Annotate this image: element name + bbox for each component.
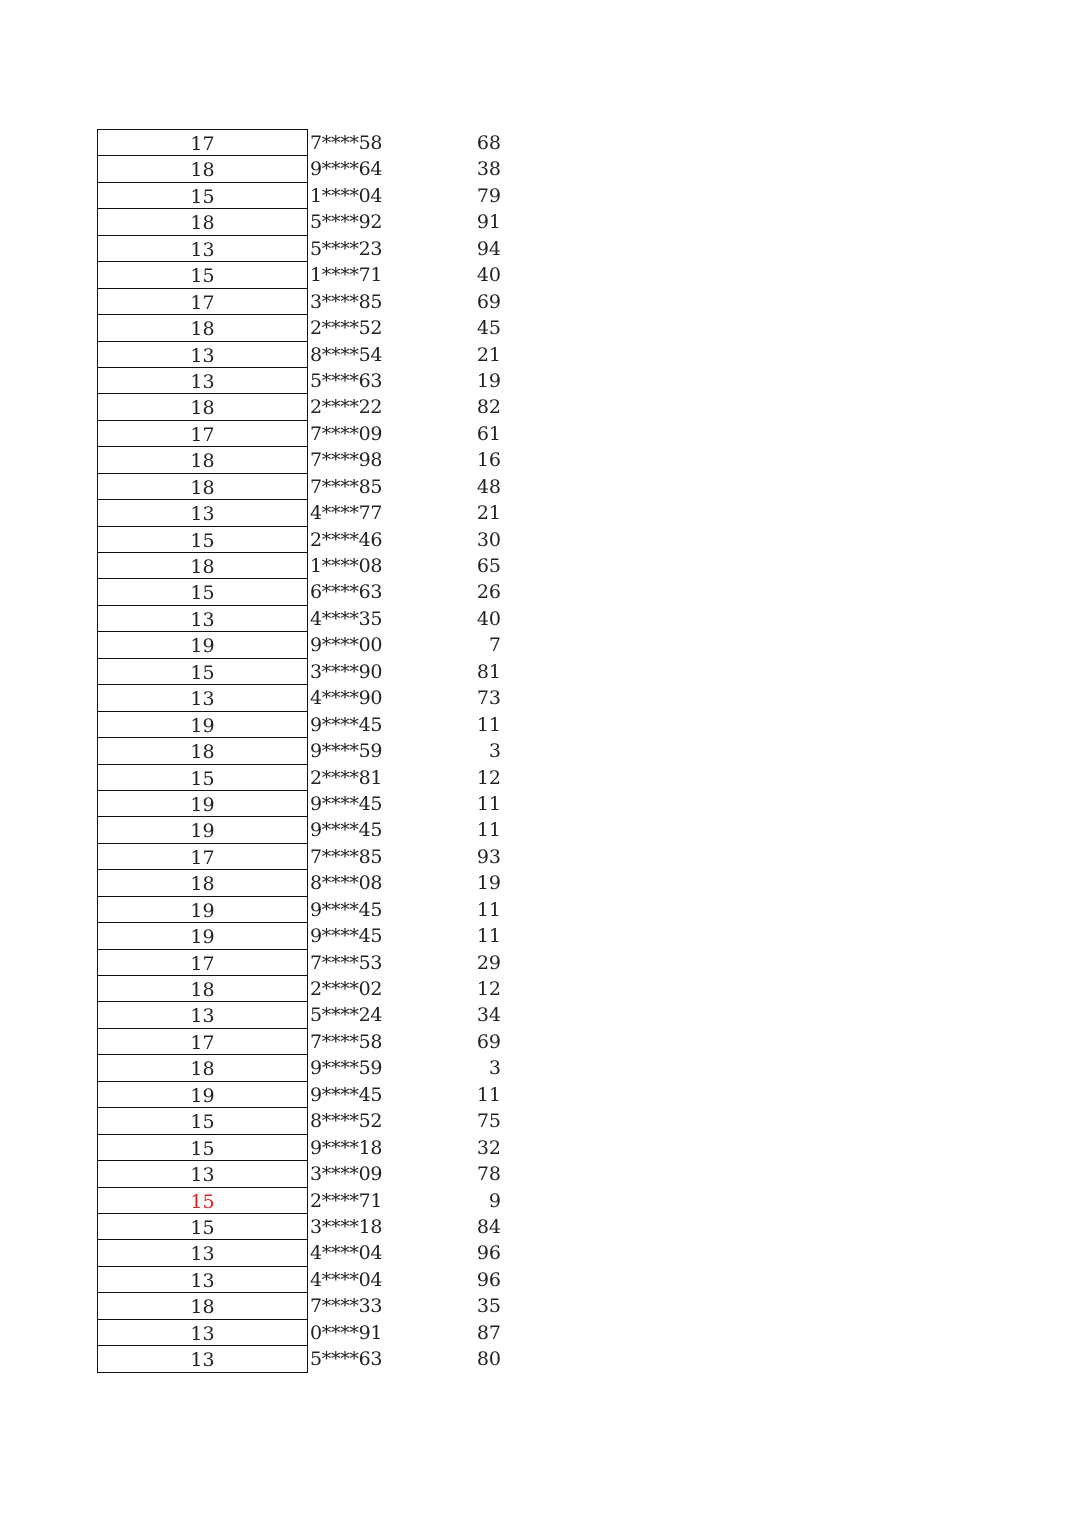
masked-id-cell[interactable]: 7****53 — [310, 951, 383, 974]
score-cell[interactable]: 29 — [476, 951, 501, 974]
age-cell[interactable]: 18 — [97, 1292, 308, 1318]
age-cell[interactable]: 18 — [97, 208, 308, 234]
age-cell[interactable]: 18 — [97, 155, 308, 181]
masked-id-cell[interactable]: 3****90 — [310, 660, 383, 683]
score-cell[interactable]: 75 — [476, 1110, 501, 1133]
masked-id-cell[interactable]: 5****92 — [310, 211, 383, 234]
score-cell[interactable]: 21 — [476, 502, 501, 525]
score-cell[interactable]: 94 — [476, 237, 501, 260]
table-row — [97, 896, 507, 922]
table-row — [97, 1001, 507, 1027]
masked-id-cell[interactable]: 3****18 — [310, 1215, 383, 1238]
score-cell[interactable]: 69 — [476, 1030, 501, 1053]
masked-id-cell[interactable]: 5****24 — [310, 1004, 383, 1027]
table-row — [97, 235, 507, 261]
masked-id-cell[interactable]: 4****35 — [310, 607, 383, 630]
age-cell[interactable]: 15 — [97, 182, 308, 208]
score-cell[interactable]: 9 — [488, 1189, 501, 1212]
table-row — [97, 764, 507, 790]
age-cell[interactable]: 18 — [97, 393, 308, 419]
age-cell[interactable]: 18 — [97, 1054, 308, 1080]
masked-id-cell[interactable]: 9****45 — [310, 713, 383, 736]
age-cell[interactable]: 15 — [97, 764, 308, 790]
age-cell[interactable]: 15 — [97, 578, 308, 604]
age-cell[interactable]: 17 — [97, 129, 308, 155]
table-row — [97, 631, 507, 657]
masked-id-cell[interactable]: 1****08 — [310, 555, 383, 577]
table-row — [97, 1160, 507, 1186]
table-row — [97, 526, 507, 552]
table-row — [97, 1292, 507, 1318]
masked-id-cell[interactable]: 4****90 — [310, 687, 383, 710]
masked-id-cell[interactable]: 9****45 — [310, 819, 383, 842]
table-row — [97, 578, 507, 604]
score-cell[interactable]: 40 — [476, 264, 501, 287]
table-row — [97, 949, 507, 975]
age-cell[interactable]: 15 — [97, 526, 308, 552]
age-cell[interactable]: 15 — [97, 1134, 308, 1160]
table-row — [97, 790, 507, 816]
masked-id-cell[interactable]: 4****77 — [310, 502, 383, 525]
age-cell[interactable]: 13 — [97, 1239, 308, 1265]
masked-id-cell[interactable]: 2****71 — [310, 1189, 383, 1212]
score-cell[interactable]: 93 — [476, 845, 501, 868]
masked-id-cell[interactable]: 3****85 — [310, 290, 383, 313]
age-cell[interactable]: 13 — [97, 341, 308, 367]
masked-id-cell[interactable]: 7****58 — [310, 1030, 383, 1053]
masked-id-cell[interactable]: 5****23 — [310, 237, 383, 260]
score-cell[interactable]: 45 — [476, 317, 501, 340]
table-row — [97, 869, 507, 895]
masked-id-cell[interactable]: 9****45 — [310, 898, 383, 921]
score-cell[interactable]: 65 — [476, 555, 501, 577]
age-cell[interactable]: 19 — [97, 1081, 308, 1107]
score-cell[interactable]: 38 — [476, 158, 501, 181]
table-row — [97, 1054, 507, 1080]
score-cell[interactable]: 80 — [476, 1348, 501, 1371]
masked-id-cell[interactable]: 1****71 — [310, 264, 383, 287]
table-row — [97, 341, 507, 367]
masked-id-cell[interactable]: 1****04 — [310, 184, 383, 207]
score-cell[interactable]: 12 — [476, 978, 501, 1000]
table-row — [97, 208, 507, 234]
masked-id-cell[interactable]: 9****18 — [310, 1136, 383, 1159]
age-cell[interactable]: 19 — [97, 896, 308, 922]
masked-id-cell[interactable]: 9****45 — [310, 792, 383, 815]
table-row — [97, 182, 507, 208]
masked-id-cell[interactable]: 9****45 — [310, 925, 383, 948]
table-row — [97, 843, 507, 869]
masked-id-cell[interactable]: 2****81 — [310, 766, 383, 789]
score-cell[interactable]: 73 — [476, 687, 501, 710]
table-row — [97, 1028, 507, 1054]
table-row — [97, 367, 507, 393]
age-cell[interactable]: 18 — [97, 975, 308, 1001]
score-cell[interactable]: 84 — [476, 1215, 501, 1238]
score-cell[interactable]: 81 — [476, 660, 501, 683]
table-row — [97, 1239, 507, 1265]
score-cell[interactable]: 82 — [476, 396, 501, 419]
age-cell[interactable]: 15 — [97, 1107, 308, 1133]
age-cell[interactable]: 13 — [97, 235, 308, 261]
table-row — [97, 1107, 507, 1133]
table-row — [97, 288, 507, 314]
masked-id-cell[interactable]: 0****91 — [310, 1321, 383, 1344]
table-row — [97, 816, 507, 842]
score-cell[interactable]: 61 — [476, 422, 501, 445]
table-row — [97, 552, 507, 578]
table-row — [97, 711, 507, 737]
masked-id-cell[interactable]: 9****45 — [310, 1083, 383, 1106]
age-cell[interactable]: 19 — [97, 711, 308, 737]
age-cell[interactable]: 19 — [97, 790, 308, 816]
masked-id-cell[interactable]: 8****08 — [310, 872, 383, 895]
score-cell[interactable]: 11 — [476, 898, 501, 921]
age-cell[interactable]: 13 — [97, 605, 308, 631]
table-row — [97, 922, 507, 948]
table-row — [97, 314, 507, 340]
age-cell[interactable]: 17 — [97, 1028, 308, 1054]
table-row — [97, 605, 507, 631]
masked-id-cell[interactable]: 8****52 — [310, 1110, 383, 1133]
age-cell[interactable]: 18 — [97, 869, 308, 895]
score-cell[interactable]: 3 — [488, 740, 501, 763]
score-cell[interactable]: 68 — [476, 132, 501, 154]
age-cell[interactable]: 19 — [97, 922, 308, 948]
age-cell[interactable]: 18 — [97, 737, 308, 763]
score-cell[interactable]: 11 — [476, 1083, 501, 1106]
score-cell[interactable]: 35 — [476, 1295, 501, 1318]
table-row — [97, 499, 507, 525]
table-row — [97, 155, 507, 181]
masked-id-cell[interactable]: 2****02 — [310, 978, 383, 1000]
table-row — [97, 1319, 507, 1345]
score-cell[interactable]: 11 — [476, 819, 501, 842]
age-cell[interactable]: 17 — [97, 420, 308, 446]
masked-id-cell[interactable]: 9****59 — [310, 740, 383, 763]
age-cell[interactable]: 19 — [97, 816, 308, 842]
age-cell[interactable]: 18 — [97, 314, 308, 340]
score-cell[interactable]: 11 — [476, 713, 501, 736]
age-cell[interactable]: 13 — [97, 1001, 308, 1027]
table-row — [97, 1187, 507, 1213]
score-cell[interactable]: 16 — [476, 449, 501, 472]
table-row — [97, 129, 507, 155]
age-cell[interactable]: 13 — [97, 684, 308, 710]
masked-id-cell[interactable]: 7****85 — [310, 845, 383, 868]
table-row — [97, 737, 507, 763]
age-cell[interactable]: 17 — [97, 288, 308, 314]
masked-id-cell[interactable]: 4****04 — [310, 1268, 383, 1291]
masked-id-cell[interactable]: 9****00 — [310, 634, 383, 657]
table-row — [97, 261, 507, 287]
age-cell[interactable]: 13 — [97, 1160, 308, 1186]
age-cell[interactable]: 17 — [97, 949, 308, 975]
table-row — [97, 420, 507, 446]
age-cell[interactable]: 15 — [97, 1187, 308, 1213]
masked-id-cell[interactable]: 8****54 — [310, 343, 383, 366]
age-cell[interactable]: 18 — [97, 552, 308, 578]
masked-id-cell[interactable]: 3****09 — [310, 1163, 383, 1186]
masked-id-cell[interactable]: 4****04 — [310, 1242, 383, 1265]
table-row — [97, 658, 507, 684]
score-cell[interactable]: 91 — [476, 211, 501, 234]
age-cell[interactable]: 15 — [97, 261, 308, 287]
score-cell[interactable]: 12 — [476, 766, 501, 789]
masked-id-cell[interactable]: 2****52 — [310, 317, 383, 340]
masked-id-cell[interactable]: 7****09 — [310, 422, 383, 445]
score-cell[interactable]: 40 — [476, 607, 501, 630]
score-cell[interactable]: 79 — [476, 184, 501, 207]
score-cell[interactable]: 30 — [476, 528, 501, 551]
age-cell[interactable]: 18 — [97, 446, 308, 472]
masked-id-cell[interactable]: 5****63 — [310, 369, 383, 392]
masked-id-cell[interactable]: 7****33 — [310, 1295, 383, 1318]
score-cell[interactable]: 11 — [476, 925, 501, 948]
age-cell[interactable]: 19 — [97, 631, 308, 657]
score-cell[interactable]: 19 — [476, 872, 501, 895]
score-cell[interactable]: 7 — [488, 634, 501, 657]
age-cell[interactable]: 15 — [97, 1213, 308, 1239]
age-cell[interactable]: 18 — [97, 473, 308, 499]
score-cell[interactable]: 19 — [476, 369, 501, 392]
masked-id-cell[interactable]: 7****85 — [310, 475, 383, 498]
score-cell[interactable]: 69 — [476, 290, 501, 313]
score-cell[interactable]: 3 — [488, 1057, 501, 1080]
score-cell[interactable]: 34 — [476, 1004, 501, 1027]
age-cell[interactable]: 13 — [97, 1266, 308, 1292]
age-cell[interactable]: 13 — [97, 499, 308, 525]
score-cell[interactable]: 11 — [476, 792, 501, 815]
score-cell[interactable]: 96 — [476, 1242, 501, 1265]
score-cell[interactable]: 21 — [476, 343, 501, 366]
age-cell[interactable]: 13 — [97, 367, 308, 393]
table-row — [97, 1345, 507, 1371]
masked-id-cell[interactable]: 9****64 — [310, 158, 383, 181]
masked-id-cell[interactable]: 2****46 — [310, 528, 383, 551]
table-row — [97, 1266, 507, 1292]
table-row — [97, 446, 507, 472]
masked-id-cell[interactable]: 2****22 — [310, 396, 383, 419]
table-row — [97, 684, 507, 710]
score-cell[interactable]: 78 — [476, 1163, 501, 1186]
age-cell[interactable]: 15 — [97, 658, 308, 684]
spreadsheet-table — [97, 129, 507, 1372]
table-row — [97, 975, 507, 1001]
age-cell[interactable]: 17 — [97, 843, 308, 869]
masked-id-cell[interactable]: 9****59 — [310, 1057, 383, 1080]
score-cell[interactable]: 48 — [476, 475, 501, 498]
masked-id-cell[interactable]: 6****63 — [310, 581, 383, 604]
table-row — [97, 1213, 507, 1239]
age-cell[interactable]: 13 — [97, 1319, 308, 1345]
masked-id-cell[interactable]: 7****98 — [310, 449, 383, 472]
table-row — [97, 1081, 507, 1107]
score-cell[interactable]: 32 — [476, 1136, 501, 1159]
score-cell[interactable]: 96 — [476, 1268, 501, 1291]
score-cell[interactable]: 26 — [476, 581, 501, 604]
table-row — [97, 393, 507, 419]
table-row — [97, 473, 507, 499]
masked-id-cell[interactable]: 7****58 — [310, 132, 383, 154]
table-row — [97, 1134, 507, 1160]
age-cell[interactable]: 13 — [97, 1345, 308, 1373]
masked-id-cell[interactable]: 5****63 — [310, 1348, 383, 1371]
score-cell[interactable]: 87 — [476, 1321, 501, 1344]
